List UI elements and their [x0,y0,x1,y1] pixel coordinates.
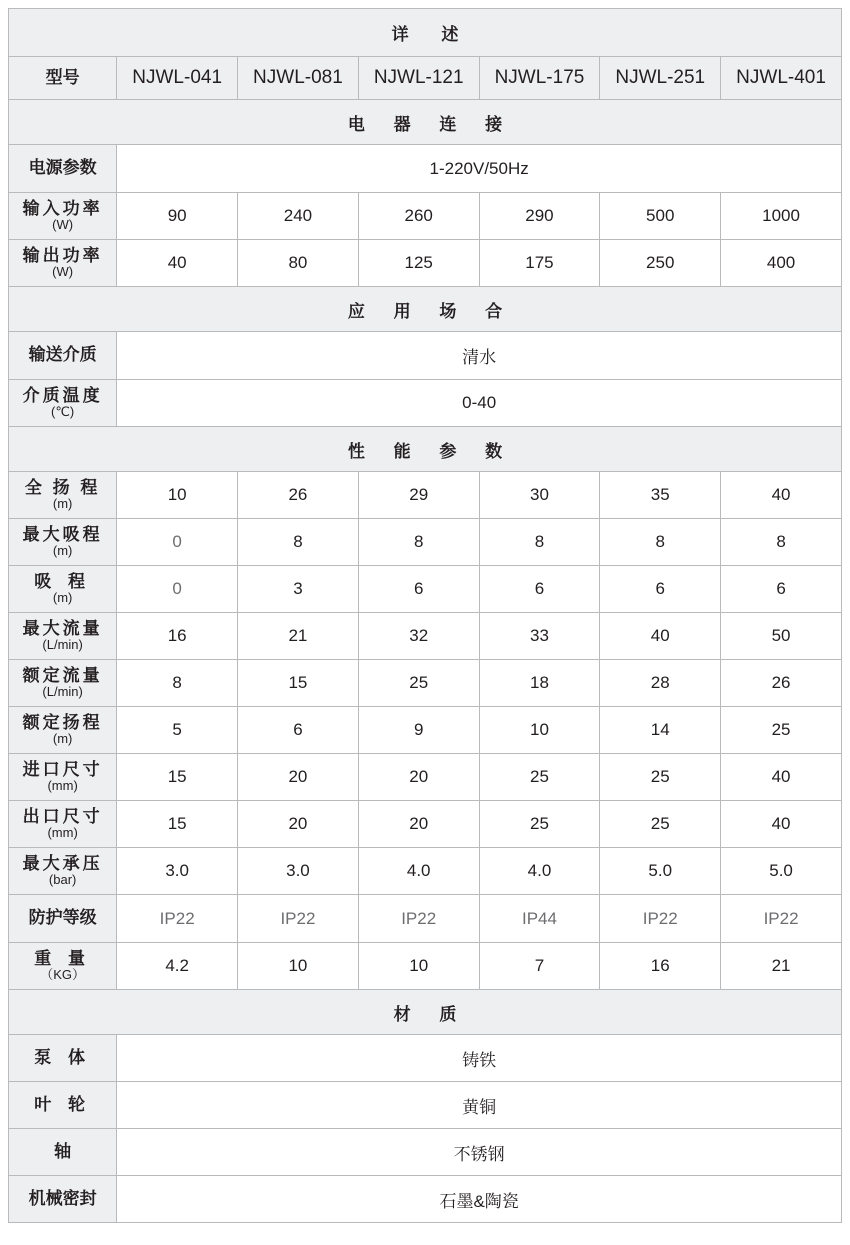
value-total-head-1: 10 [117,472,238,519]
label-unit-input-power: (W) [52,217,74,233]
row-label-protection: 防护等级 [9,895,117,943]
row-label-outlet-size [9,801,117,848]
row-input-power [9,193,842,240]
value-rated-head-6: 25 [721,707,842,754]
value-rated-head-5: 14 [600,707,721,754]
value-total-head-2: 26 [238,472,359,519]
row-label-max-flow [9,613,117,660]
value-max-suction-2: 8 [238,519,359,566]
model-col-5: NJWL-251 [600,57,721,100]
value-input-power-5: 500 [600,193,721,240]
value-rated-flow-5: 28 [600,660,721,707]
value-max-pressure-1: 3.0 [117,848,238,895]
value-rated-head-2: 6 [238,707,359,754]
section-application-row [9,287,842,332]
value-output-power-5: 250 [600,240,721,287]
row-protection [9,895,842,943]
value-outlet-size-3: 20 [358,801,479,848]
label-unit-rated-head: (m) [52,731,73,747]
row-inlet-size [9,754,842,801]
model-label: 型号 [9,57,117,100]
value-input-power-3: 260 [358,193,479,240]
value-outlet-size-1: 15 [117,801,238,848]
value-protection-1: IP22 [117,895,238,943]
label-unit-inlet-size: (mm) [47,778,78,794]
value-max-suction-6: 8 [721,519,842,566]
row-rated-flow [9,660,842,707]
model-col-3: NJWL-121 [358,57,479,100]
row-label-inlet-size [9,754,117,801]
model-col-1: NJWL-041 [117,57,238,100]
row-label-pump-body [9,1035,117,1082]
row-max-flow [9,613,842,660]
row-label-medium: 输送介质 [9,332,117,380]
value-weight-3: 10 [358,943,479,990]
row-label-input-power [9,193,117,240]
value-mechanical-seal: 石墨&陶瓷 [117,1176,842,1223]
value-output-power-3: 125 [358,240,479,287]
value-shaft: 不锈钢 [117,1129,842,1176]
value-max-suction-1: 0 [117,519,238,566]
value-inlet-size-1: 15 [117,754,238,801]
label-text-temperature: 介质温度 [22,385,103,405]
label-text-inlet-size: 进口尺寸 [22,759,103,779]
label-text-rated-flow: 额定流量 [22,665,103,685]
label-text-max-pressure: 最大承压 [22,853,103,873]
value-pump-body: 铸铁 [117,1035,842,1082]
section-application-title: 应 用 场 合 [9,287,842,332]
row-label-rated-head [9,707,117,754]
value-protection-2: IP22 [238,895,359,943]
row-label-weight [9,943,117,990]
row-temperature [9,380,842,427]
label-unit-rated-flow: (L/min) [42,684,83,700]
row-max-suction [9,519,842,566]
model-header-row [9,57,842,100]
value-suction-2: 3 [238,566,359,613]
label-text-max-flow: 最大流量 [22,618,103,638]
label-unit-total-head: (m) [52,496,73,512]
value-max-flow-5: 40 [600,613,721,660]
value-max-flow-4: 33 [479,613,600,660]
value-weight-5: 16 [600,943,721,990]
row-suction [9,566,842,613]
row-weight [9,943,842,990]
value-suction-6: 6 [721,566,842,613]
row-label-power-supply: 电源参数 [9,145,117,193]
value-outlet-size-4: 25 [479,801,600,848]
row-medium [9,332,842,380]
row-label-output-power [9,240,117,287]
value-weight-2: 10 [238,943,359,990]
value-protection-3: IP22 [358,895,479,943]
value-protection-4: IP44 [479,895,600,943]
label-unit-outlet-size: (mm) [47,825,78,841]
label-unit-max-suction: (m) [52,543,73,559]
value-total-head-4: 30 [479,472,600,519]
model-col-2: NJWL-081 [238,57,359,100]
label-text-rated-head: 额定扬程 [22,712,103,732]
row-rated-head [9,707,842,754]
row-mechanical-seal [9,1176,842,1223]
section-electrical-title: 电 器 连 接 [9,100,842,145]
value-inlet-size-6: 40 [721,754,842,801]
value-max-pressure-3: 4.0 [358,848,479,895]
label-unit-temperature: (℃) [51,404,75,420]
value-input-power-2: 240 [238,193,359,240]
value-max-suction-5: 8 [600,519,721,566]
label-unit-output-power: (W) [52,264,74,280]
section-performance-title: 性 能 参 数 [9,427,842,472]
row-pump-body [9,1035,842,1082]
label-text-input-power: 输入功率 [22,198,103,218]
table-title-row [9,9,842,57]
section-performance-row [9,427,842,472]
label-text-max-suction: 最大吸程 [22,524,103,544]
row-label-shaft: 轴 [9,1129,117,1176]
label-text-impeller: 叶 轮 [34,1094,91,1114]
value-max-flow-6: 50 [721,613,842,660]
value-output-power-1: 40 [117,240,238,287]
value-power-supply: 1-220V/50Hz [117,145,842,193]
row-label-temperature [9,380,117,427]
specification-table [8,8,842,1223]
value-rated-head-3: 9 [358,707,479,754]
section-electrical-row [9,100,842,145]
section-material-row [9,990,842,1035]
value-suction-5: 6 [600,566,721,613]
value-rated-flow-3: 25 [358,660,479,707]
value-rated-flow-4: 18 [479,660,600,707]
label-unit-weight: （KG） [40,967,86,983]
value-max-suction-4: 8 [479,519,600,566]
value-max-flow-1: 16 [117,613,238,660]
row-label-impeller [9,1082,117,1129]
row-power-supply [9,145,842,193]
row-max-pressure [9,848,842,895]
value-max-flow-3: 32 [358,613,479,660]
label-text-output-power: 输出功率 [22,245,103,265]
value-protection-5: IP22 [600,895,721,943]
value-total-head-6: 40 [721,472,842,519]
value-total-head-3: 29 [358,472,479,519]
value-input-power-4: 290 [479,193,600,240]
value-input-power-6: 1000 [721,193,842,240]
value-weight-4: 7 [479,943,600,990]
value-input-power-1: 90 [117,193,238,240]
row-label-rated-flow [9,660,117,707]
row-shaft [9,1129,842,1176]
row-label-max-pressure [9,848,117,895]
value-outlet-size-5: 25 [600,801,721,848]
value-rated-flow-1: 8 [117,660,238,707]
value-weight-1: 4.2 [117,943,238,990]
value-rated-flow-2: 15 [238,660,359,707]
value-suction-3: 6 [358,566,479,613]
value-medium: 清水 [117,332,842,380]
value-suction-4: 6 [479,566,600,613]
value-inlet-size-4: 25 [479,754,600,801]
value-protection-6: IP22 [721,895,842,943]
section-material-title: 材 质 [9,990,842,1035]
row-label-mechanical-seal: 机械密封 [9,1176,117,1223]
label-text-outlet-size: 出口尺寸 [22,806,103,826]
value-weight-6: 21 [721,943,842,990]
value-inlet-size-5: 25 [600,754,721,801]
model-col-4: NJWL-175 [479,57,600,100]
value-output-power-4: 175 [479,240,600,287]
value-suction-1: 0 [117,566,238,613]
value-output-power-2: 80 [238,240,359,287]
value-total-head-5: 35 [600,472,721,519]
value-max-pressure-4: 4.0 [479,848,600,895]
label-unit-max-pressure: (bar) [48,872,77,888]
value-impeller: 黄铜 [117,1082,842,1129]
value-inlet-size-3: 20 [358,754,479,801]
value-rated-head-1: 5 [117,707,238,754]
value-rated-flow-6: 26 [721,660,842,707]
value-outlet-size-6: 40 [721,801,842,848]
label-unit-max-flow: (L/min) [42,637,83,653]
value-rated-head-4: 10 [479,707,600,754]
row-label-max-suction [9,519,117,566]
row-output-power [9,240,842,287]
label-unit-suction: (m) [52,590,73,606]
label-text-pump-body: 泵 体 [34,1047,91,1067]
page-title: 详 述 [9,9,842,57]
value-temperature: 0-40 [117,380,842,427]
label-text-weight: 重 量 [34,948,91,968]
label-text-total-head: 全 扬 程 [24,477,101,497]
row-label-total-head [9,472,117,519]
label-text-suction: 吸 程 [34,571,91,591]
value-max-suction-3: 8 [358,519,479,566]
value-inlet-size-2: 20 [238,754,359,801]
row-outlet-size [9,801,842,848]
value-max-pressure-6: 5.0 [721,848,842,895]
row-impeller [9,1082,842,1129]
value-outlet-size-2: 20 [238,801,359,848]
value-max-pressure-2: 3.0 [238,848,359,895]
model-col-6: NJWL-401 [721,57,842,100]
value-max-pressure-5: 5.0 [600,848,721,895]
value-output-power-6: 400 [721,240,842,287]
row-label-suction [9,566,117,613]
row-total-head [9,472,842,519]
value-max-flow-2: 21 [238,613,359,660]
